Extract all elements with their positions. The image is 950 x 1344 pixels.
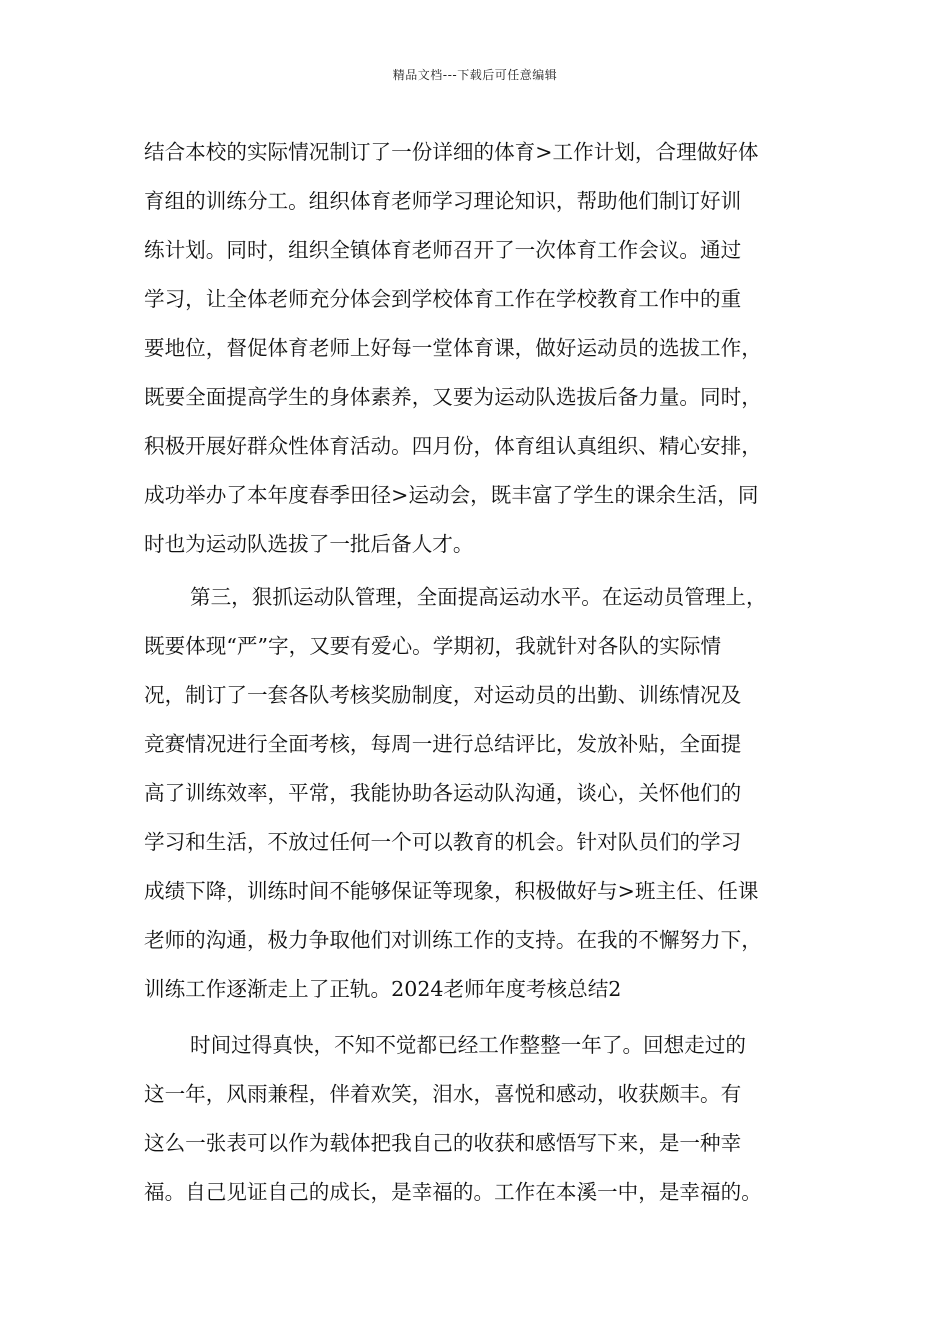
text-line: 福。自己见证自己的成长，是幸福的。工作在本溪一中，是幸福的。 bbox=[144, 1180, 762, 1204]
text-line: 时也为运动队选拔了一批后备人才。 bbox=[144, 532, 474, 556]
text-line: 成功举办了本年度春季田径>运动会，既丰富了学生的课余生活，同 bbox=[144, 483, 759, 507]
text-line: 训练工作逐渐走上了正轨。2024老师年度考核总结2 bbox=[144, 977, 622, 1001]
text-line: 第三，狠抓运动队管理，全面提高运动水平。在运动员管理上， bbox=[190, 585, 767, 609]
text-line: 既要体现“严”字，又要有爱心。学期初，我就针对各队的实际情 bbox=[144, 634, 722, 658]
text-line: 这么一张表可以作为载体把我自己的收获和感悟写下来，是一种幸 bbox=[144, 1131, 742, 1155]
text-line: 这一年，风雨兼程，伴着欢笑，泪水，喜悦和感动，收获颇丰。有 bbox=[144, 1082, 742, 1106]
text-line: 育组的训练分工。组织体育老师学习理论知识，帮助他们制订好训 bbox=[144, 189, 742, 213]
text-line: 练计划。同时，组织全镇体育老师召开了一次体育工作会议。通过 bbox=[144, 238, 742, 262]
text-line: 老师的沟通，极力争取他们对训练工作的支持。在我的不懈努力下， bbox=[144, 928, 762, 952]
page-header: 精品文档---下载后可任意编辑 bbox=[392, 68, 558, 82]
text-line: 要地位，督促体育老师上好每一堂体育课，做好运动员的选拔工作， bbox=[144, 336, 762, 360]
text-line: 结合本校的实际情况制订了一份详细的体育>工作计划，合理做好体 bbox=[144, 140, 759, 164]
text-line: 高了训练效率，平常，我能协助各运动队沟通，谈心，关怀他们的 bbox=[144, 781, 742, 805]
text-line: 积极开展好群众性体育活动。四月份，体育组认真组织、精心安排， bbox=[144, 434, 762, 458]
text-line: 学习，让全体老师充分体会到学校体育工作在学校教育工作中的重 bbox=[144, 287, 742, 311]
text-line: 况，制订了一套各队考核奖励制度，对运动员的出勤、训练情况及 bbox=[144, 683, 742, 707]
text-line: 学习和生活，不放过任何一个可以教育的机会。针对队员们的学习 bbox=[144, 830, 742, 854]
text-line: 既要全面提高学生的身体素养，又要为运动队选拔后备力量。同时， bbox=[144, 385, 762, 409]
text-line: 成绩下降，训练时间不能够保证等现象，积极做好与>班主任、任课 bbox=[144, 879, 759, 903]
text-line: 时间过得真快，不知不觉都已经工作整整一年了。回想走过的 bbox=[190, 1033, 747, 1057]
text-line: 竞赛情况进行全面考核，每周一进行总结评比，发放补贴，全面提 bbox=[144, 732, 742, 756]
